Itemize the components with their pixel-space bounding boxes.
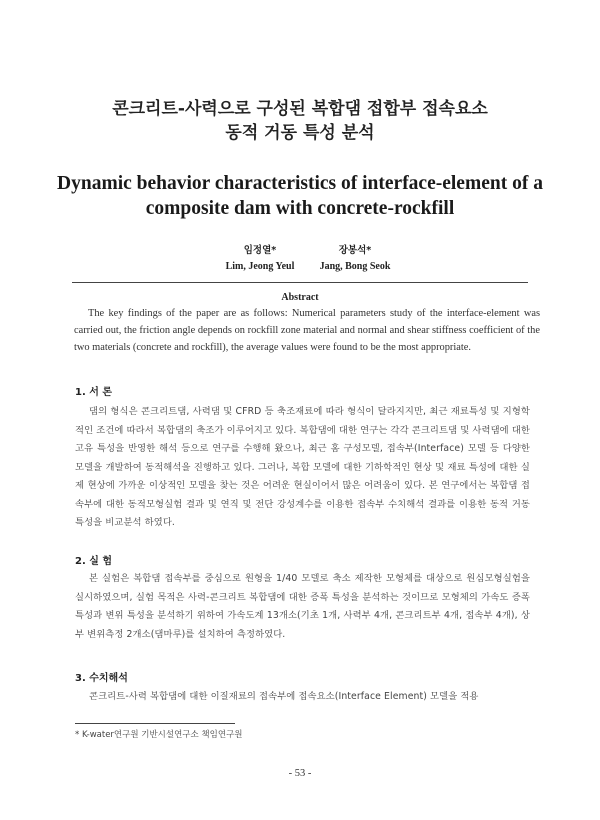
section-1-heading: 1. 서 론	[75, 387, 113, 398]
section-3-heading: 3. 수치해석	[75, 673, 128, 684]
english-title-line-2: composite dam with concrete-rockfill	[145, 198, 455, 219]
author-1-name-en: Lim, Jeong Yeul	[225, 261, 295, 272]
footnote-divider	[75, 723, 235, 724]
korean-title-line-2: 동적 거동 특성 분석	[225, 123, 375, 143]
author-2	[305, 244, 405, 274]
korean-title-line-1: 콘크리트-사력으로 구성된 복합댐 접합부 접속요소	[112, 99, 488, 119]
author-1-name-ko: 임정열*	[243, 245, 277, 256]
section-2-body: 본 실험은 복합댐 접속부를 중심으로 원형을 1/40 모델로 축소 제작한 모형체를 대상으로 원심모형실험을 실시하였으며, 실험 목적은 사력-콘크리트 복합댐에 대한 증폭 특성을 분석하는 것이므로 모형체의 가속도 증폭 특성과 변위 특성을 분석하기 위하여 가속도계 13개소(기초 1개, 사력부 4개, 콘크리트부 4개, 접속부 4개), 상부 변위측정 2개소(댐마루)를 설치하여 측정하였다.	[75, 573, 530, 640]
footnote: * K-water연구원 기반시설연구소 책임연구원	[75, 730, 243, 740]
author-2-name-en: Jang, Bong Seok	[319, 261, 391, 272]
abstract-body: The key findings of the paper are as follows: Numerical parameters study of the interface-element was carried out, the friction angle depends on rockfill zone material and normal and shear stiffness coefficient of the two materials (concrete and rockfill), the average values were found to be the most appropriate.	[74, 308, 540, 353]
section-2-heading: 2. 실 험	[75, 556, 113, 567]
section-3-body: 콘크리트-사력 복합댐에 대한 이질재료의 접속부에 접속요소(Interface Element) 모델을 적용	[89, 691, 479, 702]
english-title-line-1: Dynamic behavior characteristics of interface-element of a	[57, 173, 543, 194]
author-1	[205, 244, 315, 274]
abstract-heading: Abstract	[281, 292, 319, 303]
author-2-name-ko: 장봉석*	[338, 245, 372, 256]
page-number: - 53 -	[288, 768, 312, 779]
section-1-body: 댐의 형식은 콘크리트댐, 사력댐 및 CFRD 등 축조재료에 따라 형식이 달라지지만, 최근 재료특성 및 지형학적인 조건에 따라서 복합댐의 축조가 이루어지고 있다. 복합댐에 대한 연구는 각각 콘크리트댐 및 사력댐에 대한 고유 특성을 반영한 해석 등으로 연구를 수행해 왔으나, 최근 홈 구성모델, 접속부(Interface) 모델 등 다양한 모델을 개발하여 동적해석을 진행하고 있다. 그러나, 복합 모델에 대한 기하학적인 현상 및 재료 특성에 대한 실제 현상에 가까운 이상적인 모델을 찾는 것은 어려운 현실이어서 많은 어려움이 있다. 본 연구에서는 복합댐 접속부에 대한 동적모형실험 결과 및 연직 및 전단 강성계수를 이용한 접속부 수치해석 결과를 이용한 동적 거동 특성을 비교분석 하였다.	[75, 406, 530, 528]
header-divider	[72, 282, 528, 283]
